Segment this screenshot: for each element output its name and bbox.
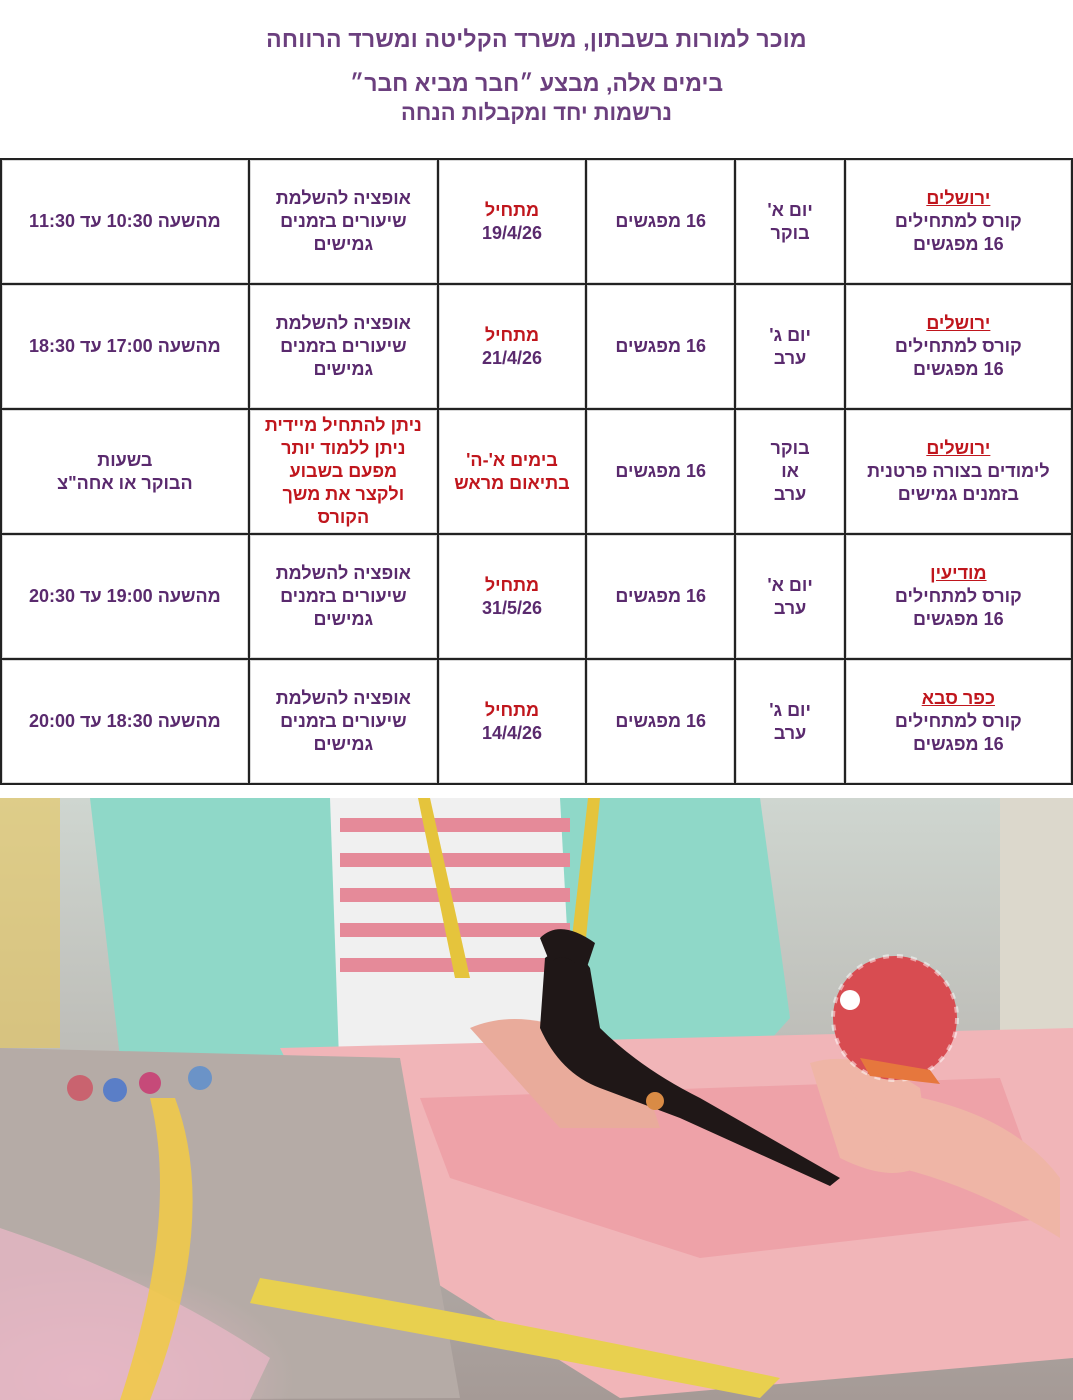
option-text: מפעם בשבוע bbox=[289, 461, 398, 481]
meetings-cell: 16 מפגשים bbox=[587, 160, 736, 285]
meetings-cell: 16 מפגשים bbox=[587, 660, 736, 785]
location-cell bbox=[846, 285, 1073, 410]
start-label: מתחיל bbox=[484, 699, 540, 720]
start-coordination: בתיאום מראש bbox=[454, 472, 570, 493]
option-text: אופציה להשלמת bbox=[275, 313, 411, 333]
start-days: בימים א'-ה' bbox=[466, 449, 558, 470]
header-line-recognition: מוכר למורות בשבתון, משרד הקליטה ומשרד הרווחה bbox=[266, 26, 807, 52]
day-part: ערב bbox=[773, 597, 807, 618]
course-desc-meetings: 16 מפגשים bbox=[913, 234, 1004, 254]
start-label: מתחיל bbox=[484, 324, 540, 345]
hours-cell: מהשעה 19:00 עד 20:30 bbox=[2, 535, 250, 660]
day-cell bbox=[736, 535, 845, 660]
sewing-photo bbox=[0, 798, 1073, 1400]
course-schedule-table bbox=[0, 158, 1073, 785]
option-text: גמישים bbox=[313, 359, 374, 379]
day-part: ערב bbox=[773, 347, 807, 368]
day-cell bbox=[736, 410, 845, 535]
meetings-cell: 16 מפגשים bbox=[587, 535, 736, 660]
hours-cell: מהשעה 18:30 עד 20:00 bbox=[2, 660, 250, 785]
option-text: הקורס bbox=[317, 507, 370, 527]
start-cell bbox=[439, 535, 587, 660]
course-desc: קורס למתחילים bbox=[894, 711, 1022, 731]
day-name: יום ג' bbox=[769, 324, 811, 345]
day-part: ערב bbox=[773, 484, 807, 504]
option-cell bbox=[250, 160, 439, 285]
hours-cell: מהשעה 17:00 עד 18:30 bbox=[2, 285, 250, 410]
day-name: יום א' bbox=[767, 199, 813, 220]
city-name: ירושלים bbox=[926, 188, 991, 208]
day-cell bbox=[736, 160, 845, 285]
start-date: 19/4/26 bbox=[481, 222, 543, 243]
city-name: מודיעין bbox=[930, 563, 987, 583]
course-desc-meetings: 16 מפגשים bbox=[913, 734, 1004, 754]
option-text: גמישים bbox=[313, 609, 374, 629]
location-cell bbox=[846, 535, 1073, 660]
hours-text: בשעות bbox=[97, 449, 153, 470]
option-text: אופציה להשלמת bbox=[275, 688, 411, 708]
location-cell bbox=[846, 410, 1073, 535]
option-cell bbox=[250, 410, 439, 535]
sewing-scissors-fabric-icon bbox=[0, 798, 1073, 1400]
day-cell bbox=[736, 285, 845, 410]
hours-cell bbox=[2, 410, 250, 535]
start-date: 14/4/26 bbox=[481, 722, 543, 743]
hours-text: הבוקר או אחה"צ bbox=[57, 472, 193, 493]
option-text: ולקצר את משך bbox=[282, 484, 405, 504]
table-row bbox=[2, 660, 1073, 785]
course-desc: קורס למתחילים bbox=[894, 211, 1022, 231]
option-text: שיעורים בזמנים bbox=[280, 586, 407, 606]
start-cell bbox=[439, 660, 587, 785]
start-cell bbox=[439, 160, 587, 285]
location-cell bbox=[846, 660, 1073, 785]
start-date: 21/4/26 bbox=[481, 347, 543, 368]
day-name: יום ג' bbox=[769, 699, 811, 720]
start-label: מתחיל bbox=[484, 574, 540, 595]
course-desc: לימודים בצורה פרטנית bbox=[867, 461, 1050, 481]
start-date: 31/5/26 bbox=[481, 597, 543, 618]
option-text: גמישים bbox=[313, 734, 374, 754]
option-text: גמישים bbox=[313, 234, 374, 254]
city-name: ירושלים bbox=[926, 313, 991, 333]
course-desc: קורס למתחילים bbox=[894, 586, 1022, 606]
table-row bbox=[2, 160, 1073, 285]
option-text: שיעורים בזמנים bbox=[280, 211, 407, 231]
day-part: בוקר bbox=[770, 438, 810, 458]
option-text: אופציה להשלמת bbox=[275, 563, 411, 583]
meetings-cell: 16 מפגשים bbox=[587, 285, 736, 410]
option-cell bbox=[250, 535, 439, 660]
header-line-promo: בימים אלה, מבצע ״חבר מביא חבר״ bbox=[349, 70, 724, 96]
day-name: יום א' bbox=[767, 574, 813, 595]
option-text: אופציה להשלמת bbox=[275, 188, 411, 208]
start-cell bbox=[439, 285, 587, 410]
course-desc-meetings: 16 מפגשים bbox=[913, 609, 1004, 629]
option-text: שיעורים בזמנים bbox=[280, 711, 407, 731]
course-desc-meetings: 16 מפגשים bbox=[913, 359, 1004, 379]
day-or: או bbox=[781, 461, 799, 481]
option-text: ניתן ללמוד יותר bbox=[281, 438, 406, 458]
flyer-header bbox=[0, 0, 1073, 160]
meetings-cell: 16 מפגשים bbox=[587, 410, 736, 535]
course-desc: קורס למתחילים bbox=[894, 336, 1022, 356]
day-part: בוקר bbox=[770, 222, 810, 243]
option-cell bbox=[250, 660, 439, 785]
location-cell bbox=[846, 160, 1073, 285]
option-text: ניתן להתחיל מיידית bbox=[264, 415, 422, 435]
day-part: ערב bbox=[773, 722, 807, 743]
table-row bbox=[2, 535, 1073, 660]
day-cell bbox=[736, 660, 845, 785]
option-text: שיעורים בזמנים bbox=[280, 336, 407, 356]
city-name: ירושלים bbox=[926, 438, 991, 458]
course-desc-flexible: בזמנים גמישים bbox=[897, 484, 1019, 504]
city-name: כפר סבא bbox=[921, 688, 995, 708]
table-row bbox=[2, 285, 1073, 410]
start-label: מתחיל bbox=[484, 199, 540, 220]
table-row bbox=[2, 410, 1073, 535]
option-cell bbox=[250, 285, 439, 410]
start-cell bbox=[439, 410, 587, 535]
header-line-discount: נרשמות יחד ומקבלות הנחה bbox=[400, 100, 673, 125]
hours-cell: מהשעה 10:30 עד 11:30 bbox=[2, 160, 250, 285]
